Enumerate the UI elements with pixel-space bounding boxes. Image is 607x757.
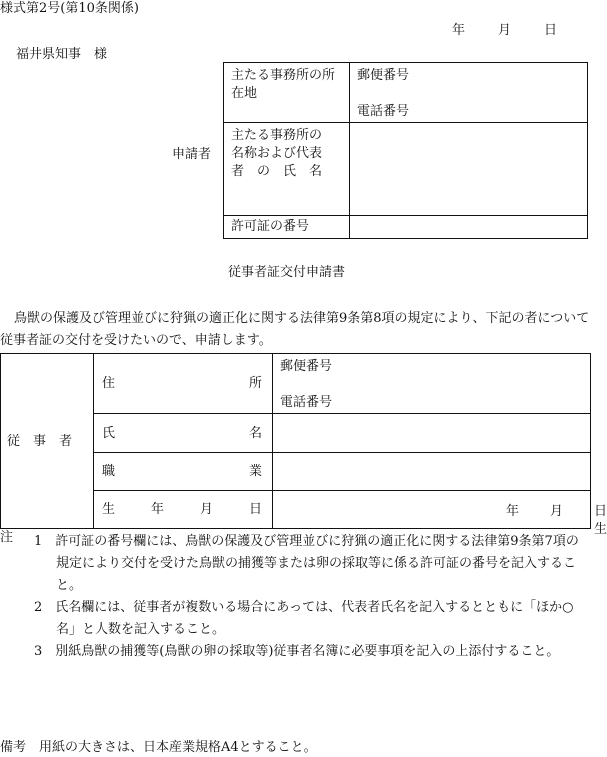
date-month: 月	[498, 23, 512, 38]
applicant-table	[223, 62, 588, 239]
applicant-postal-label: 郵便番号	[357, 68, 410, 83]
employee-name-field[interactable]	[273, 414, 591, 453]
note-item: 3 別紙鳥獣の捕獲等(鳥獣の卵の採取等)従事者名簿に必要事項を記入の上添付すること。	[34, 644, 560, 659]
notes-heading: 注	[0, 530, 14, 545]
employee-job-label: 職 業	[94, 453, 273, 491]
permit-number-label: 許可証の番号	[224, 216, 350, 239]
employee-job-field[interactable]	[273, 453, 591, 491]
employee-phone-label: 電話番号	[280, 395, 333, 410]
employee-name-label: 氏 名	[94, 414, 273, 453]
applicant-address-field[interactable]	[350, 63, 588, 123]
employee-address-label: 住 所	[94, 354, 273, 414]
remark-line: 備考 用紙の大きさは、日本産業規格A4とすること。	[0, 740, 317, 755]
employee-birth-field[interactable]: 年 月 日生	[273, 491, 591, 529]
date-day: 日	[544, 23, 558, 38]
applicant-phone-label: 電話番号	[357, 104, 410, 119]
note-item: 1 許可証の番号欄には、鳥獣の保護及び管理並びに狩猟の適正化に関する法律第9条第7項の規定により交付を受けた鳥獣の捕獲等または卵の採取等に係る許可証の番号を記入すること。	[34, 534, 579, 593]
employee-address-field[interactable]	[273, 354, 591, 414]
employee-birth-label: 生 年 月 日	[94, 491, 273, 529]
date-year: 年	[452, 23, 466, 38]
applicant-name-label: 主たる事務所の 名称および代表 者 の 氏 名	[224, 123, 350, 216]
permit-number-field[interactable]	[350, 216, 588, 239]
employee-postal-label: 郵便番号	[280, 359, 333, 374]
applicant-name-field[interactable]	[350, 123, 588, 216]
document-title: 従事者証交付申請書	[228, 265, 346, 280]
addressee: 福井県知事 様	[16, 47, 108, 62]
applicant-label: 申請者	[172, 147, 212, 162]
form-number-label: 様式第2号(第10条関係)	[0, 1, 139, 16]
intro-paragraph: 鳥獣の保護及び管理並びに狩猟の適正化に関する法律第9条第8項の規定により、下記の者について従事者証の交付を受けたいので、申請します。	[0, 311, 590, 348]
applicant-address-label: 主たる事務所の所在地	[224, 63, 350, 123]
note-item: 2 氏名欄には、従事者が複数いる場合にあっては、代表者氏名を記入するとともに「ほか○名」と人数を記入すること。	[34, 600, 574, 637]
employee-side-label: 従 事 者	[1, 354, 94, 529]
employee-table	[0, 353, 607, 537]
